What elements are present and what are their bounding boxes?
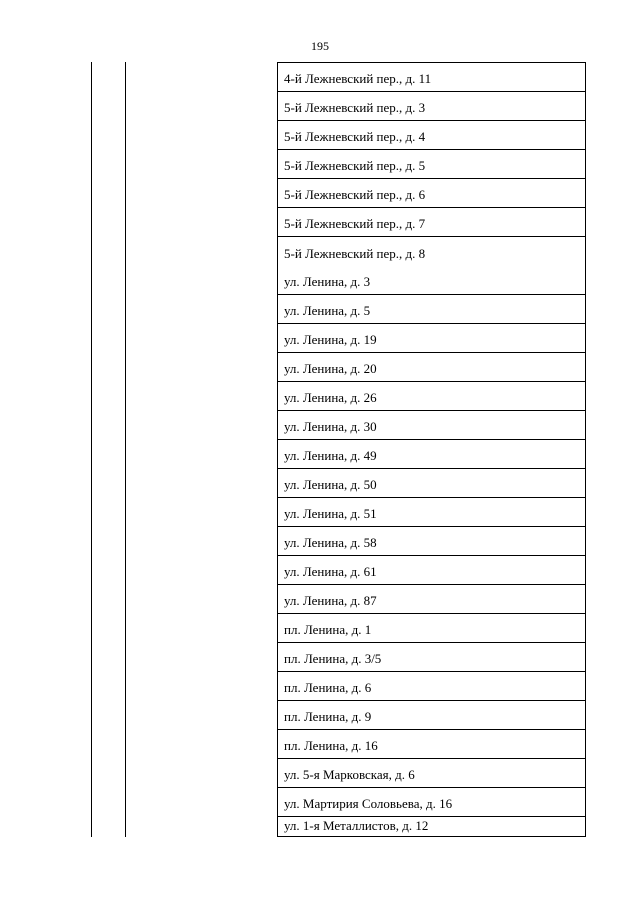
address-cell: ул. Ленина, д. 19	[284, 332, 377, 347]
address-cell: пл. Ленина, д. 3/5	[284, 651, 382, 666]
table-row	[278, 730, 585, 759]
table-row	[278, 527, 585, 556]
table-row	[278, 92, 585, 121]
table-row	[278, 469, 585, 498]
address-cell: 5-й Лежневский пер., д. 7	[284, 216, 426, 231]
address-cell: 4-й Лежневский пер., д. 11	[284, 71, 432, 86]
address-cell: ул. Ленина, д. 87	[284, 593, 377, 608]
address-cell: ул. Ленина, д. 20	[284, 361, 377, 376]
address-cell: пл. Ленина, д. 9	[284, 709, 372, 724]
address-cell: ул. Ленина, д. 50	[284, 477, 377, 492]
address-cell: ул. Мартирия Соловьева, д. 16	[284, 796, 453, 811]
table-row	[278, 643, 585, 672]
address-cell: ул. Ленина, д. 26	[284, 390, 377, 405]
address-cell: ул. 1-я Металлистов, д. 12	[284, 818, 429, 833]
table-row	[278, 788, 585, 817]
address-cell: пл. Ленина, д. 6	[284, 680, 372, 695]
table-row	[278, 440, 585, 469]
table-row	[278, 150, 585, 179]
address-cell: 5-й Лежневский пер., д. 8	[284, 246, 426, 261]
table-row	[278, 353, 585, 382]
address-cell: ул. 5-я Марковская, д. 6	[284, 767, 415, 782]
table-row	[278, 672, 585, 701]
address-cell: ул. Ленина, д. 61	[284, 564, 377, 579]
address-cell: 5-й Лежневский пер., д. 5	[284, 158, 426, 173]
table-row	[278, 585, 585, 614]
table-row	[278, 295, 585, 324]
table-row	[278, 701, 585, 730]
address-cell: ул. Ленина, д. 58	[284, 535, 377, 550]
table-row	[278, 179, 585, 208]
table-row	[278, 237, 585, 266]
column-border-middle	[125, 62, 126, 837]
address-table	[277, 62, 586, 837]
address-cell: ул. Ленина, д. 51	[284, 506, 377, 521]
address-cell: ул. Ленина, д. 30	[284, 419, 377, 434]
table-row	[278, 382, 585, 411]
address-cell: 5-й Лежневский пер., д. 6	[284, 187, 426, 202]
address-cell: ул. Ленина, д. 3	[284, 274, 371, 289]
table-row	[278, 324, 585, 353]
table-row	[278, 817, 585, 836]
column-border-left	[91, 62, 92, 837]
table-row	[278, 63, 585, 92]
table-row	[278, 266, 585, 295]
table-row	[278, 498, 585, 527]
address-cell: 5-й Лежневский пер., д. 3	[284, 100, 426, 115]
address-cell: 5-й Лежневский пер., д. 4	[284, 129, 426, 144]
table-row	[278, 208, 585, 237]
address-cell: ул. Ленина, д. 5	[284, 303, 371, 318]
table-row	[278, 556, 585, 585]
table-row	[278, 614, 585, 643]
page-number: 195	[311, 39, 329, 53]
table-row	[278, 759, 585, 788]
address-cell: пл. Ленина, д. 1	[284, 622, 372, 637]
address-cell: ул. Ленина, д. 49	[284, 448, 377, 463]
table-row	[278, 411, 585, 440]
table-row	[278, 121, 585, 150]
address-cell: пл. Ленина, д. 16	[284, 738, 378, 753]
